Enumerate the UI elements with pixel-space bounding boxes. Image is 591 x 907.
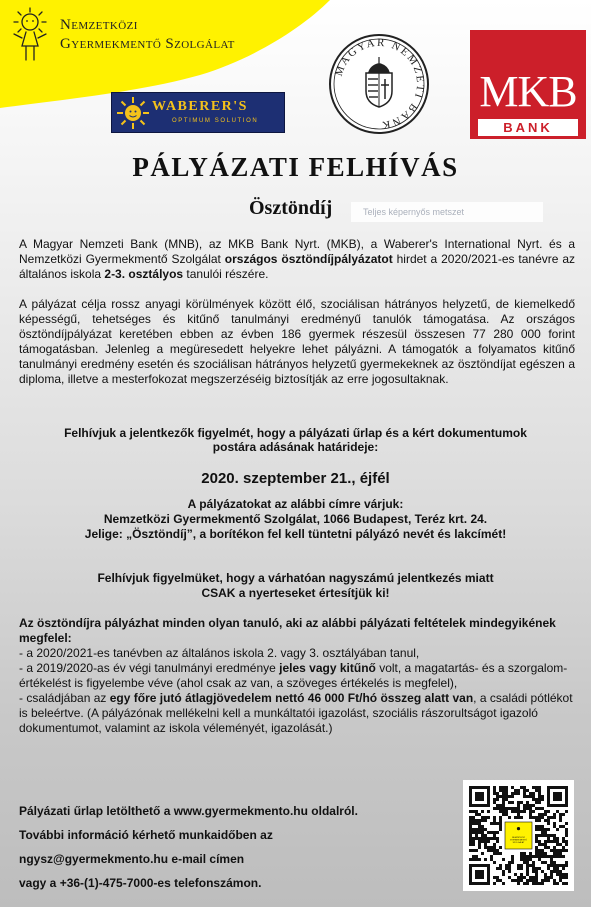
contact-line3: ngysz@gyermekmento.hu e-mail címen	[19, 852, 245, 866]
deadline-intro-line2: postára adásának határideje:	[212, 440, 379, 454]
address-line1: A pályázatokat az alábbi címre várjuk:	[187, 497, 404, 511]
notice-line2: CSAK a nyerteseket értesítjük ki!	[201, 586, 390, 600]
page-subtitle: Ösztöndíj	[249, 197, 333, 219]
waberer-logo	[111, 92, 285, 133]
mnb-seal-logo	[328, 33, 430, 135]
mkb-bank-logo	[470, 30, 586, 139]
qr-center-logo-text: GYERMEKMENTŐ	[509, 839, 528, 842]
mailing-address	[0, 497, 591, 542]
qr-code[interactable]	[463, 780, 574, 891]
qr-child-figure-icon	[517, 827, 520, 830]
contact-info	[19, 799, 439, 895]
qr-center-logo-text: SZOLGÁLAT	[512, 841, 525, 844]
address-line3: Jelige: „Ösztöndíj”, a borítékon fel kell tüntetni pályázó nevét és lakcímét!	[84, 527, 507, 541]
mnb-seal-text: MAGYAR NEMZETI BANK	[332, 36, 427, 132]
ngysz-logo	[6, 6, 306, 66]
purpose-paragraph: A pályázat célja rossz anyagi körülmények között élő, szociálisan hátrányos helyzetű, de kiemelkedő képességű, tehetséges és kitűnő tanulmányi eredményű tanulók támogatása. Az országos ösztöndíjpályázat keretében ebben az évben 186 gyermek részesül összesen 77 280 000 forint támogatásban. Jelenleg a megüresedett helyekre lehet pályázni. A támogatók a folyamatos kitűnő tanulmányi eredmény esetén és szociálisan hátrányos helyzetű gyermekeknek az ösztöndíjat egészen a diploma, illetve a mesterfokozat megszerzéséig biztosítják az erre jogosultaknak.	[19, 297, 575, 386]
contact-line2: További információ kérhető munkaidőben az	[19, 828, 273, 842]
conditions-lead: Az ösztöndíjra pályázhat minden olyan tanuló, aki az alábbi pályázati feltételek mindegyikének megfelel:	[19, 616, 556, 645]
sun-icon	[116, 96, 150, 130]
waberer-tagline: OPTIMUM SOLUTION	[172, 118, 259, 124]
deadline-intro-line1: Felhívjuk a jelentkezők figyelmét, hogy a pályázati űrlap és a kért dokumentumok	[64, 426, 527, 440]
address-line2: Nemzetközi Gyermekmentő Szolgálat, 1066 Budapest, Teréz krt. 24.	[103, 512, 488, 526]
list-item: - a 2019/2020-as év végi tanulmányi eredménye jeles vagy kitűnő volt, a magatartás- és a szorgalom-értékelést is figyelembe véve (ahol csak az van, a szöveges értékelés is megfelel),	[19, 661, 568, 690]
conditions-list	[19, 646, 579, 736]
mkb-wordmark: MKB	[479, 67, 577, 116]
list-item: - a 2020/2021-es tanévben az általános iskola 2. vagy 3. osztályában tanul,	[19, 646, 420, 660]
qr-code-icon	[469, 786, 568, 885]
child-figure-icon	[6, 6, 54, 64]
deadline-date: 2020. szeptember 21., éjfél	[201, 470, 390, 487]
page-title: PÁLYÁZATI FELHÍVÁS	[132, 152, 459, 182]
eligibility-conditions	[19, 616, 579, 736]
contact-line1: Pályázati űrlap letölthető a www.gyermekmento.hu oldalról.	[19, 804, 358, 818]
ngysz-name-line2: Gyermekmentő Szolgálat	[60, 36, 235, 52]
contact-line4: vagy a +36-(1)-475-7000-es telefonszámon.	[19, 876, 262, 890]
fullscreen-caption-overlay[interactable]: Teljes képernyős metszet	[351, 202, 543, 222]
list-item: - családjában az egy főre jutó átlagjövedelem nettó 46 000 Ft/hó összeg alatt van, a családi pótlékot is beleértve. (A pályázónak mellékelni kell a munkáltatói igazolást, szociális rászorultságot igazoló dokumentumot, valamint az iskola véleményét, igazolását.)	[19, 691, 573, 735]
deadline-intro	[0, 426, 591, 454]
waberer-wordmark: WABERER'S	[152, 99, 248, 114]
qr-center-logo-text: NEMZETKÖZI	[512, 837, 525, 840]
mkb-bank-label: BANK	[478, 119, 578, 136]
intro-paragraph: A Magyar Nemzeti Bank (MNB), az MKB Bank Nyrt. (MKB), a Waberer's International Nyrt. és a Nemzetközi Gyermekmentő Szolgálat országos ösztöndíjpályázatot hirdet a 2020/2021-es tanévre az általános iskola 2-3. osztályos tanulói részére.	[19, 237, 575, 281]
notice-line1: Felhívjuk figyelmüket, hogy a várhatóan nagyszámú jelentkezés miatt	[97, 571, 494, 585]
winners-notice	[0, 571, 591, 601]
ngysz-name	[60, 16, 235, 54]
ngysz-name-line1: Nemzetközi	[60, 17, 138, 33]
